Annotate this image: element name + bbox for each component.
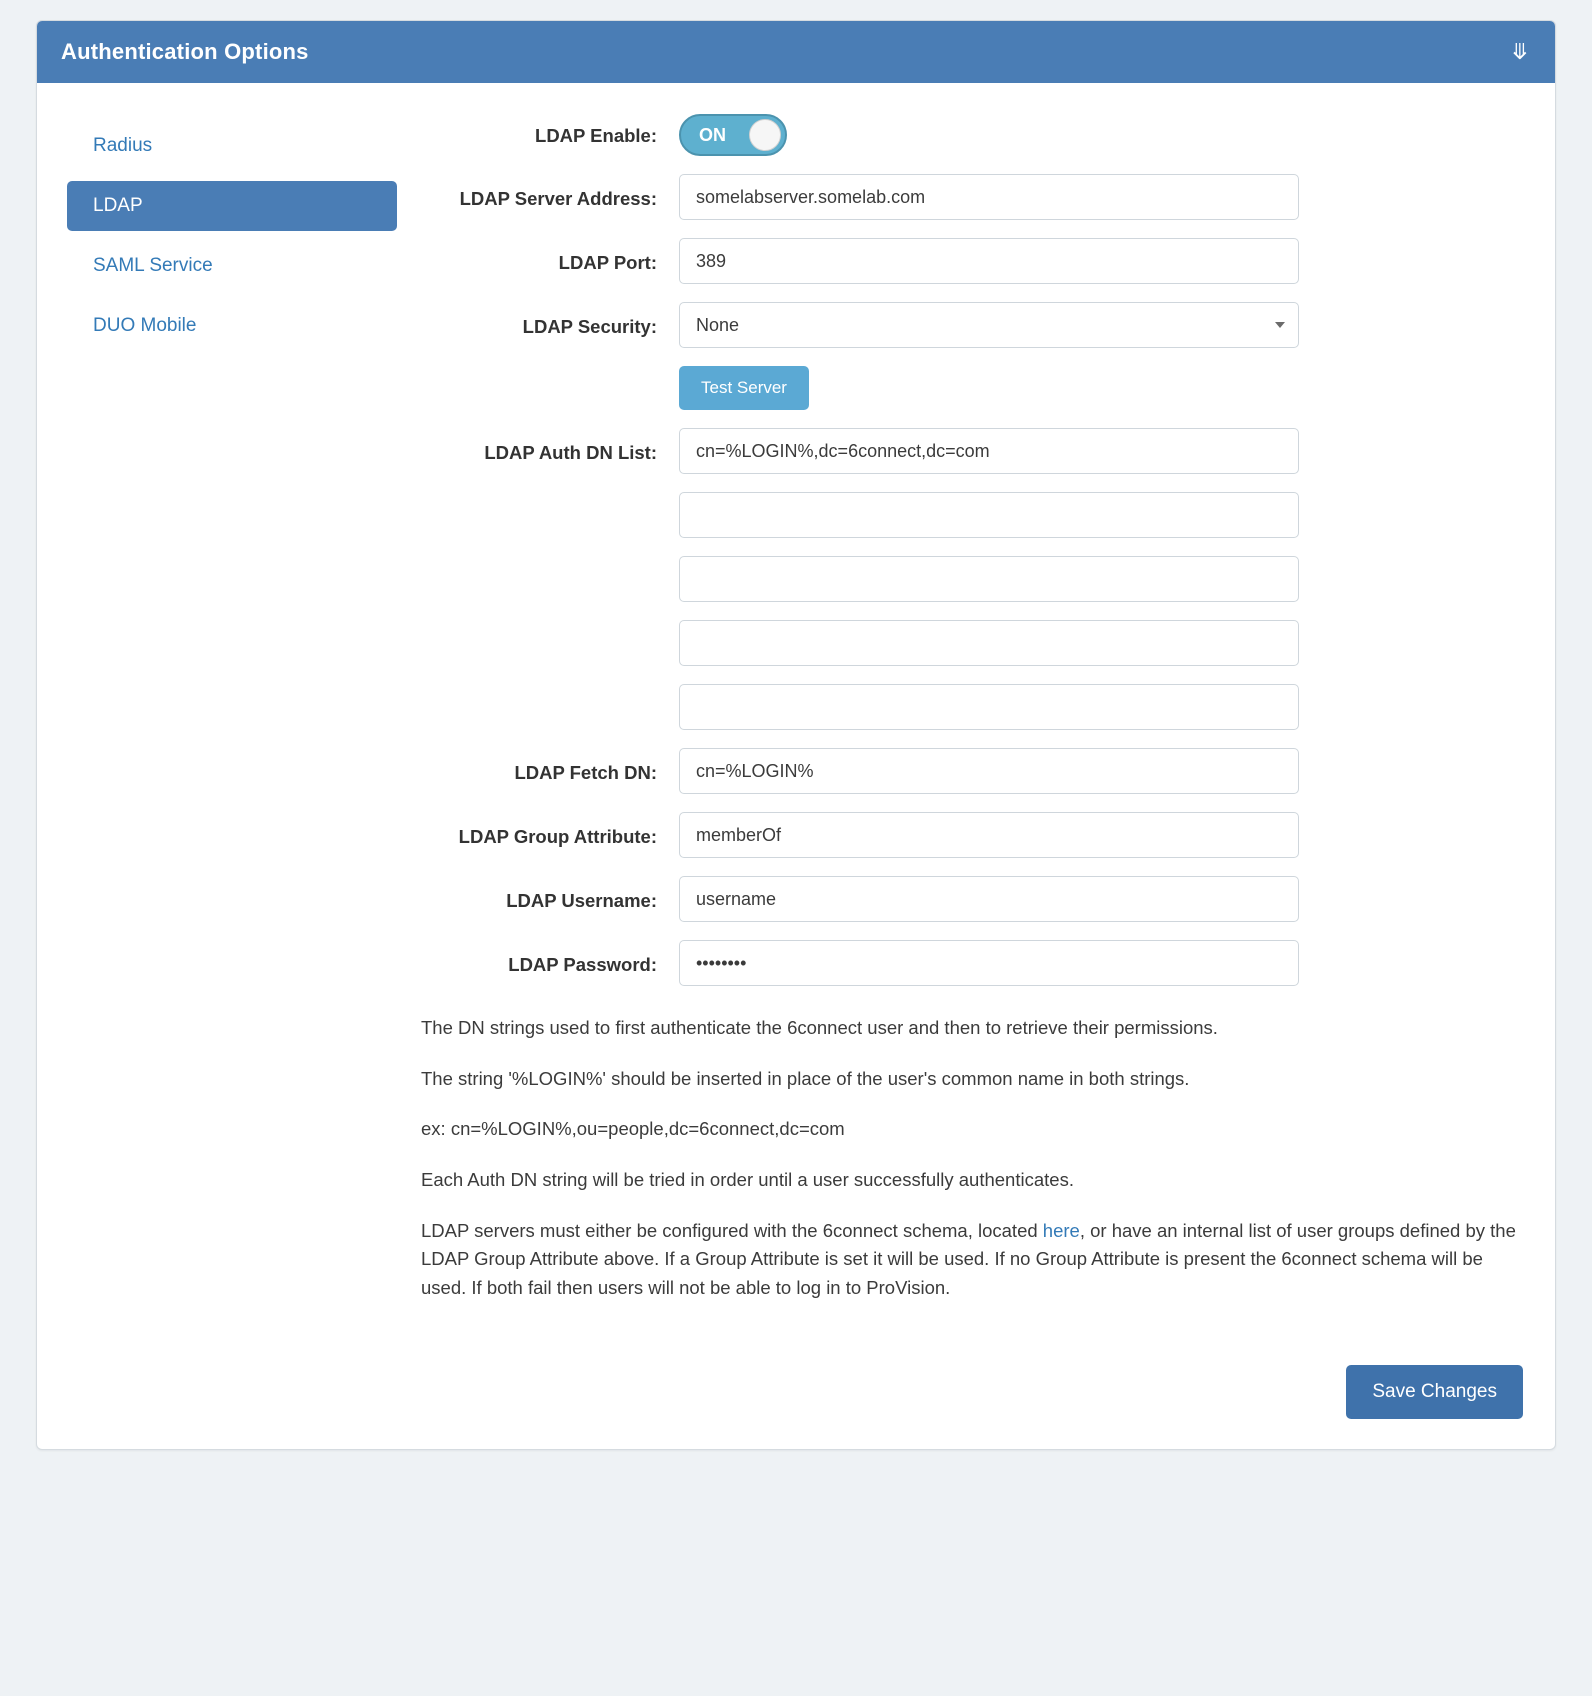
row-ldap-server-address (411, 174, 1525, 220)
ldap-group-attribute-input[interactable] (679, 812, 1299, 858)
ldap-group-attribute-label: LDAP Group Attribute: (458, 826, 657, 847)
ldap-auth-dn-spacer-5 (411, 684, 679, 696)
ldap-enable-toggle[interactable] (679, 114, 787, 156)
ldap-auth-dn-spacer-3 (411, 556, 679, 568)
ldap-enable-toggle-state: ON (699, 124, 726, 145)
help-paragraph-4: Each Auth DN string will be tried in order until a user successfully authenticates. (421, 1169, 1074, 1191)
ldap-username-label: LDAP Username: (506, 890, 657, 911)
row-ldap-group-attribute (411, 812, 1525, 858)
ldap-help-text (411, 1014, 1525, 1303)
ldap-fetch-dn-input[interactable] (679, 748, 1299, 794)
toggle-knob-icon (749, 119, 781, 151)
ldap-auth-dn-input-2[interactable] (679, 492, 1299, 538)
test-server-spacer-label (411, 366, 679, 378)
ldap-server-address-label: LDAP Server Address: (459, 188, 657, 209)
ldap-port-input[interactable] (679, 238, 1299, 284)
help-paragraph-2: The string '%LOGIN%' should be inserted in place of the user's common name in both strings. (421, 1067, 1190, 1089)
ldap-auth-dn-input-4[interactable] (679, 620, 1299, 666)
ldap-auth-dn-input-5[interactable] (679, 684, 1299, 730)
help-paragraph-5 (421, 1217, 1525, 1303)
ldap-port-label: LDAP Port: (558, 252, 657, 273)
ldap-enable-label: LDAP Enable: (535, 125, 657, 146)
test-server-button[interactable]: Test Server (679, 366, 809, 410)
schema-link[interactable]: here (1042, 1219, 1080, 1241)
panel-footer (37, 1355, 1555, 1449)
ldap-security-label: LDAP Security: (522, 316, 657, 337)
ldap-auth-dn-spacer-2 (411, 492, 679, 504)
row-ldap-auth-dn-3 (411, 556, 1525, 602)
ldap-server-address-input[interactable] (679, 174, 1299, 220)
sidebar-item-radius[interactable]: Radius (93, 135, 153, 156)
sidebar-item-duo-mobile[interactable]: DUO Mobile (93, 315, 197, 336)
sidebar-item-saml-service[interactable]: SAML Service (93, 255, 213, 276)
row-ldap-security (411, 302, 1525, 348)
row-ldap-password (411, 940, 1525, 986)
ldap-auth-dn-list-label: LDAP Auth DN List: (484, 442, 657, 463)
auth-method-sidebar (67, 111, 397, 1325)
chevron-down-icon[interactable]: ⤋ (1510, 39, 1529, 64)
ldap-auth-dn-input-1[interactable] (679, 428, 1299, 474)
authentication-options-panel (36, 20, 1556, 1450)
help-paragraph-1: The DN strings used to first authenticate the 6connect user and then to retrieve their permissions. (421, 1017, 1218, 1038)
ldap-password-input[interactable] (679, 940, 1299, 986)
row-test-server (411, 366, 1525, 410)
row-ldap-auth-dn-list (411, 428, 1525, 474)
ldap-password-label: LDAP Password: (508, 954, 657, 975)
ldap-username-input[interactable] (679, 876, 1299, 922)
panel-header (37, 21, 1555, 83)
page-title: Authentication Options (61, 39, 309, 64)
ldap-security-select[interactable] (679, 302, 1299, 348)
ldap-fetch-dn-label: LDAP Fetch DN: (514, 762, 657, 783)
row-ldap-username (411, 876, 1525, 922)
row-ldap-port (411, 238, 1525, 284)
help-paragraph-5-after: , or have an internal list of user groups defined by the LDAP Group Attribute above. If a Group Attribute is set it will be used. If no Group Attribute is present the 6connect schema will be used. If both fail then users will not be able to log in to ProVision. (421, 1219, 1516, 1299)
row-ldap-auth-dn-2 (411, 492, 1525, 538)
ldap-auth-dn-spacer-4 (411, 620, 679, 632)
row-ldap-auth-dn-4 (411, 620, 1525, 666)
ldap-settings-form (397, 111, 1525, 1325)
row-ldap-fetch-dn (411, 748, 1525, 794)
row-ldap-auth-dn-5 (411, 684, 1525, 730)
row-ldap-enable (411, 111, 1525, 156)
save-changes-button[interactable]: Save Changes (1346, 1365, 1523, 1419)
panel-body (37, 83, 1555, 1355)
sidebar-item-ldap[interactable]: LDAP (67, 181, 397, 231)
ldap-auth-dn-input-3[interactable] (679, 556, 1299, 602)
help-paragraph-3: ex: cn=%LOGIN%,ou=people,dc=6connect,dc=com (421, 1118, 845, 1140)
help-paragraph-5-before: LDAP servers must either be configured with the 6connect schema, located (421, 1219, 1043, 1241)
